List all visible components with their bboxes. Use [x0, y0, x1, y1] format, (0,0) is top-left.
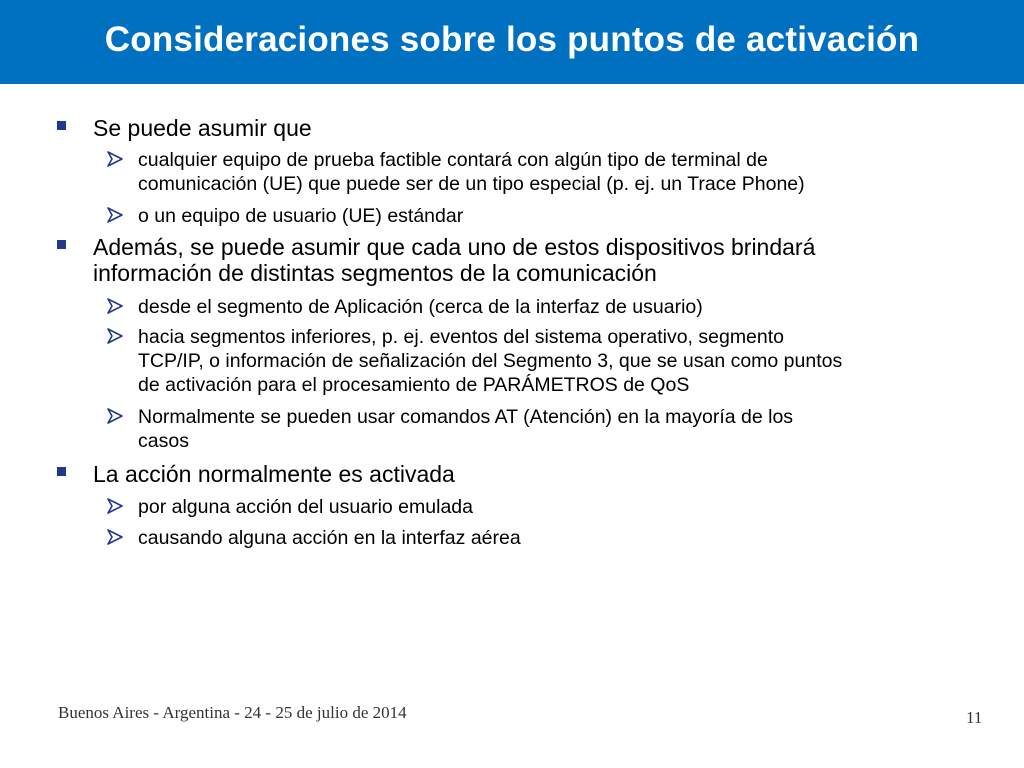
bullet-3: La acción normalmente es activada [93, 461, 455, 487]
bullet-2-sub-3-line-1: Normalmente se pueden usar comandos AT (Atención) en la mayoría de los [138, 406, 794, 428]
bullet-2-sub-3 [138, 405, 988, 453]
bullet-2-sub-3-line-2: casos [138, 430, 189, 452]
page-number: 11 [966, 708, 983, 727]
square-bullet-icon [57, 121, 66, 130]
arrow-bullet-icon [106, 150, 124, 168]
bullet-2-sub-1-line-1: desde el segmento de Aplicación (cerca de la interfaz de usuario) [138, 296, 703, 318]
bullet-2-sub-2-line-1: hacia segmentos inferiores, p. ej. eventos del sistema operativo, segmento [138, 326, 785, 348]
bullet-3-sub-2 [138, 526, 988, 550]
slide-title: Consideraciones sobre los puntos de activación [104, 20, 920, 59]
bullet-1-sub-2-line-1: o un equipo de usuario (UE) estándar [138, 205, 464, 227]
bullet-1: Se puede asumir que [93, 115, 312, 141]
bullet-1-sub-1-line-2: comunicación (UE) que puede ser de un tipo especial (p. ej. un Trace Phone) [138, 173, 805, 195]
arrow-bullet-icon [106, 327, 124, 345]
bullet-2-line-1: Además, se puede asumir que cada uno de estos dispositivos brindará [93, 234, 816, 260]
square-bullet-icon [57, 467, 66, 476]
bullet-2-line-2: información de distintas segmentos de la comunicación [93, 260, 657, 286]
arrow-bullet-icon [106, 206, 124, 224]
bullet-2-sub-2-line-3: de activación para el procesamiento de PARÁMETROS de QoS [138, 374, 690, 396]
arrow-bullet-icon [106, 297, 124, 315]
square-bullet-icon [57, 240, 66, 249]
arrow-bullet-icon [106, 497, 124, 515]
bullet-2 [93, 234, 993, 286]
footer-event: Buenos Aires - Argentina - 24 - 25 de julio de 2014 [58, 703, 407, 722]
bullet-1-sub-2 [138, 204, 988, 228]
bullet-2-sub-2-line-2: TCP/IP, o información de señalización del Segmento 3, que se usan como puntos [138, 350, 843, 372]
bullet-1-sub-1-line-1: cualquier equipo de prueba factible contará con algún tipo de terminal de [138, 149, 768, 171]
bullet-2-sub-2 [138, 325, 988, 397]
bullet-2-sub-1 [138, 295, 988, 319]
arrow-bullet-icon [106, 407, 124, 425]
arrow-bullet-icon [106, 528, 124, 546]
bullet-1-sub-1 [138, 148, 988, 196]
bullet-3-sub-1 [138, 495, 988, 519]
bullet-3-sub-2-line-1: causando alguna acción en la interfaz aérea [138, 527, 521, 549]
bullet-3-sub-1-line-1: por alguna acción del usuario emulada [138, 496, 473, 518]
